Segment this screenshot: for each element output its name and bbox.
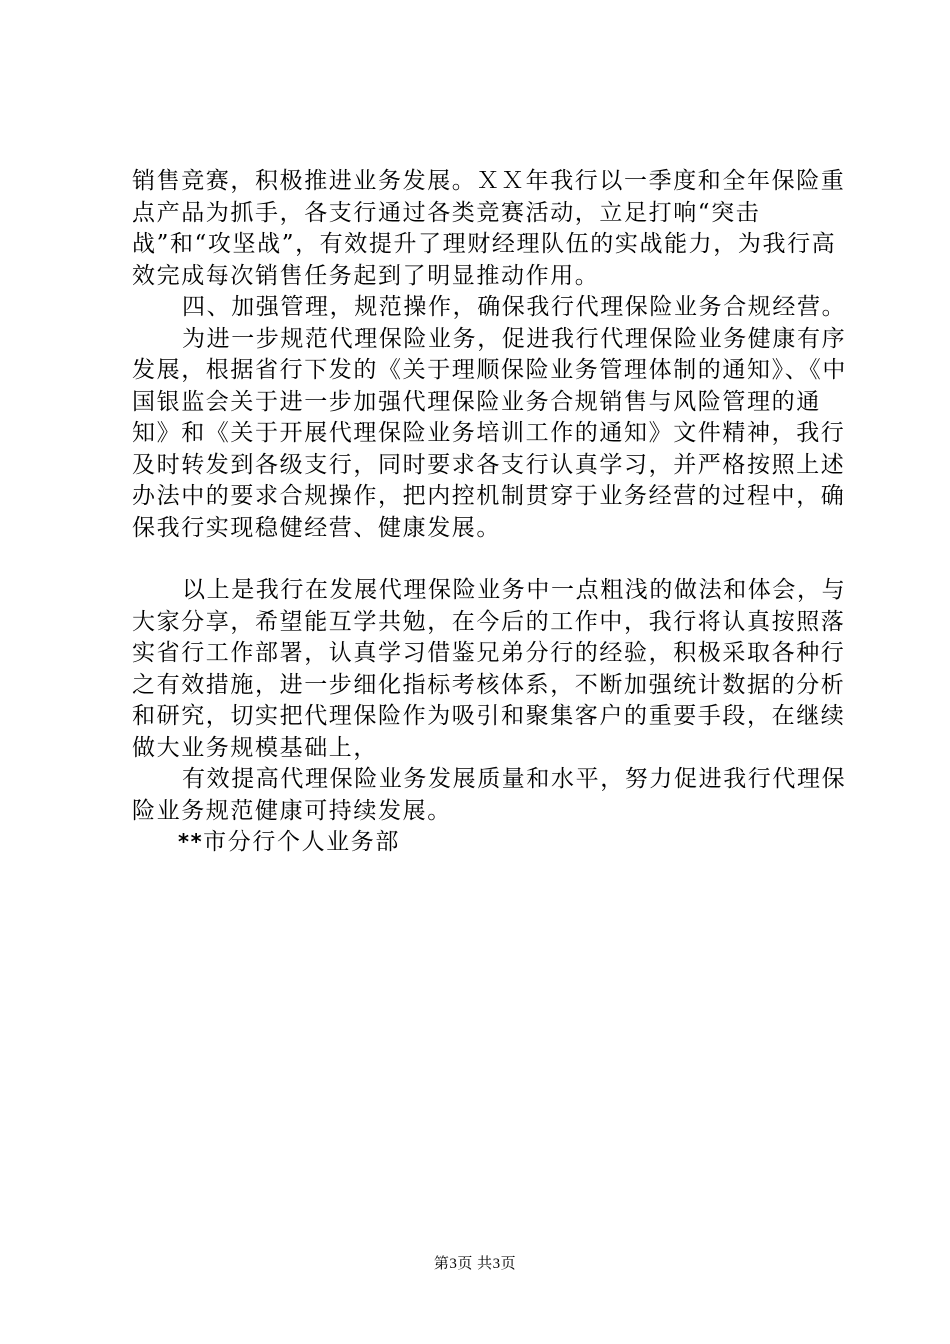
paragraph-conclusion: 有效提高代理保险业务发展质量和水平，努力促进我行代理保险业务规范健康可持续发展。 [132, 766, 847, 824]
paragraph-compliance: 为进一步规范代理保险业务，促进我行代理保险业务健康有序发展，根据省行下发的《关于理顺保险业务管理体制的通知》、《中国银监会关于进一步加强代理保险业务合规销售与风险管理的通知》和《关于开展代理保险业务培训工作的通知》文件精神，我行及时转发到各级支行，同时要求各支行认真学习，并严格按照上述办法中的要求合规操作，把内控机制贯穿于业务经营的过程中，确保我行实现稳健经营、健康发展。 [132, 325, 847, 541]
paragraph-summary: 以上是我行在发展代理保险业务中一点粗浅的做法和体会，与大家分享，希望能互学共勉，在今后的工作中，我行将认真按照落实省行工作部署，认真学习借鉴兄弟分行的经验，积极采取各种行之有效措施，进一步细化指标考核体系，不断加强统计数据的分析和研究，切实把代理保险作为吸引和聚集客户的重要手段，在继续做大业务规模基础上， [132, 577, 847, 761]
signature [132, 827, 852, 859]
page-footer: 第3页 共3页 [433, 1256, 517, 1272]
paragraph-spacer [132, 544, 852, 575]
signature-department: 市分行个人业务部 [203, 829, 400, 855]
document-body [132, 166, 852, 859]
paragraph-sales-competition: 销售竞赛，积极推进业务发展。ＸＸ年我行以一季度和全年保险重点产品为抓手，各支行通过各类竞赛活动，立足打响“突击战”和“攻坚战”，有效提升了理财经理队伍的实战能力，为我行高效完成每次销售任务起到了明显推动作用。 [132, 168, 846, 289]
section-heading-management: 四、加强管理，规范操作，确保我行代理保险业务合规经营。 [182, 294, 847, 320]
signature-prefix: ** [178, 830, 204, 854]
